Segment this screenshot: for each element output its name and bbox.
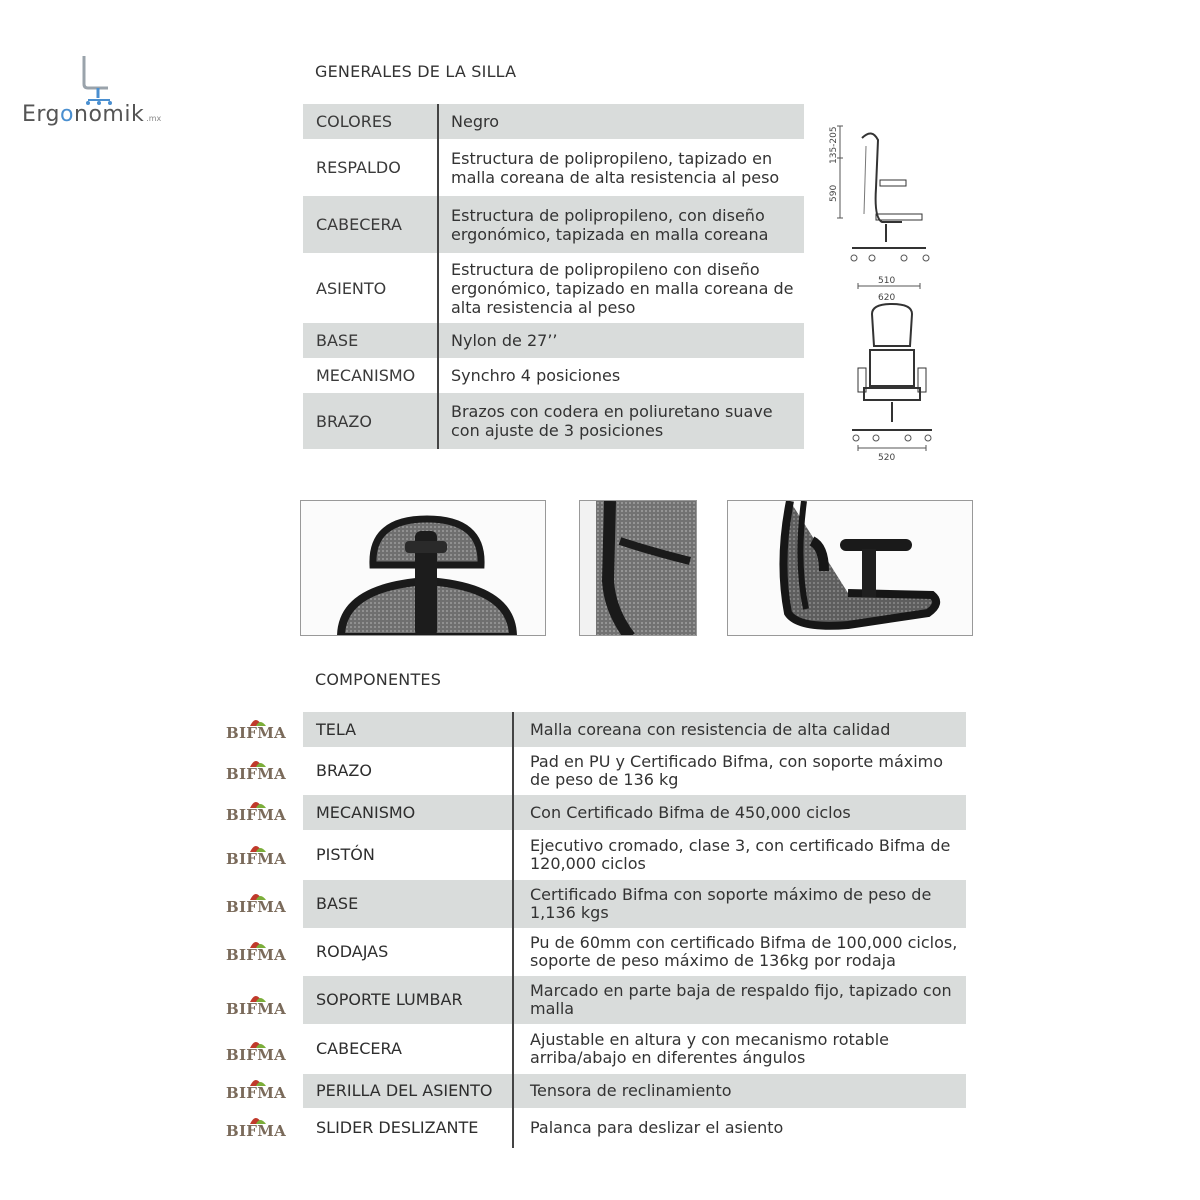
chair-logo-icon: [80, 54, 128, 106]
dim-front-bottom-label: 520: [878, 453, 896, 463]
component-value: Pu de 60mm con certificado Bifma de 100,000 ciclos, soporte de peso máximo de 136kg por rodaja: [513, 928, 966, 976]
component-value: Ajustable en altura y con mecanismo rotable arriba/abajo en diferentes ángulos: [513, 1024, 966, 1074]
component-key: BASE: [303, 880, 513, 928]
component-value: Ejecutivo cromado, clase 3, con certificado Bifma de 120,000 ciclos: [513, 830, 966, 880]
component-row: [303, 1108, 966, 1148]
component-value: Tensora de reclinamiento: [513, 1074, 966, 1108]
component-row: [303, 795, 966, 830]
general-row: [303, 323, 804, 358]
component-key: SLIDER DESLIZANTE: [316, 1118, 479, 1137]
component-row: [303, 830, 966, 880]
bifma-badge: BIFMA: [226, 990, 286, 1018]
component-key: RODAJAS: [316, 942, 389, 961]
component-row: [303, 712, 966, 747]
general-value: Estructura de polipropileno, con diseño ergonómico, tapizada en malla coreana: [438, 196, 804, 253]
general-row: [303, 196, 804, 253]
general-row: [303, 253, 804, 323]
general-key: COLORES: [303, 104, 438, 139]
chair-dimension-diagram: [822, 118, 942, 468]
general-value: Brazos con codera en poliuretano suave con ajuste de 3 posiciones: [438, 393, 804, 449]
backrest-detail-photo: [579, 500, 697, 636]
component-key: TELA: [303, 712, 513, 747]
component-value: Pad en PU y Certificado Bifma, con soporte máximo de peso de 136 kg: [513, 747, 966, 795]
component-value: Certificado Bifma con soporte máximo de peso de 1,136 kgs: [513, 880, 966, 928]
bifma-badge: BIFMA: [226, 888, 286, 916]
component-key: PERILLA DEL ASIENTO: [303, 1074, 513, 1108]
general-key: RESPALDO: [316, 158, 401, 177]
general-key: MECANISMO: [316, 366, 416, 385]
components-table: [303, 712, 966, 1148]
bifma-badge: BIFMA: [226, 1074, 286, 1102]
general-key: CABECERA: [303, 196, 438, 253]
component-row: [303, 880, 966, 928]
general-specs-table: [303, 104, 804, 449]
bifma-badge: BIFMA: [226, 840, 286, 868]
general-value: Estructura de polipropileno con diseño ergonómico, tapizado en malla coreana de alta resistencia al peso: [438, 253, 804, 323]
armrest-seat-photo: [727, 500, 973, 636]
component-value: Marcado en parte baja de respaldo fijo, tapizado con malla: [513, 976, 966, 1024]
component-row: [303, 976, 966, 1024]
component-value: Malla coreana con resistencia de alta calidad: [513, 712, 966, 747]
component-key: PISTÓN: [316, 845, 375, 864]
component-row: [303, 747, 966, 795]
bifma-badge: BIFMA: [226, 1112, 286, 1140]
general-section-title: GENERALES DE LA SILLA: [315, 62, 517, 81]
component-key: BRAZO: [316, 761, 372, 780]
component-value: Palanca para deslizar el asiento: [513, 1108, 966, 1148]
general-key: BASE: [303, 323, 438, 358]
component-row: [303, 1024, 966, 1074]
component-row: [303, 928, 966, 976]
component-key: MECANISMO: [303, 795, 513, 830]
general-value: Nylon de 27’’: [438, 323, 804, 358]
bifma-badge: BIFMA: [226, 936, 286, 964]
general-row: [303, 139, 804, 196]
general-row: [303, 358, 804, 393]
dim-side-width-label: 510: [878, 276, 896, 286]
general-row: [303, 393, 804, 449]
general-key: BRAZO: [303, 393, 438, 449]
component-value: Con Certificado Bifma de 450,000 ciclos: [513, 795, 966, 830]
headrest-photo: [300, 500, 546, 636]
general-value: Synchro 4 posiciones: [438, 358, 804, 393]
component-key: CABECERA: [316, 1039, 402, 1058]
ergonomik-logo: [18, 54, 178, 134]
bifma-badge: BIFMA: [226, 755, 286, 783]
dim-front-top-label: 620: [878, 293, 896, 303]
bifma-badge: BIFMA: [226, 796, 286, 824]
general-key: ASIENTO: [316, 278, 387, 298]
dim-headrest-label: 135-205: [829, 126, 839, 164]
general-value: Negro: [438, 104, 804, 139]
logo-wordmark: Ergonomik .mx: [22, 102, 162, 127]
component-row: [303, 1074, 966, 1108]
component-key: SOPORTE LUMBAR: [303, 976, 513, 1024]
general-row: [303, 104, 804, 139]
components-section-title: COMPONENTES: [315, 670, 442, 689]
general-value: Estructura de polipropileno, tapizado en malla coreana de alta resistencia al peso: [438, 139, 804, 196]
bifma-badge: BIFMA: [226, 1036, 286, 1064]
dim-height-label: 590: [829, 184, 839, 202]
bifma-badge: BIFMA: [226, 714, 286, 742]
